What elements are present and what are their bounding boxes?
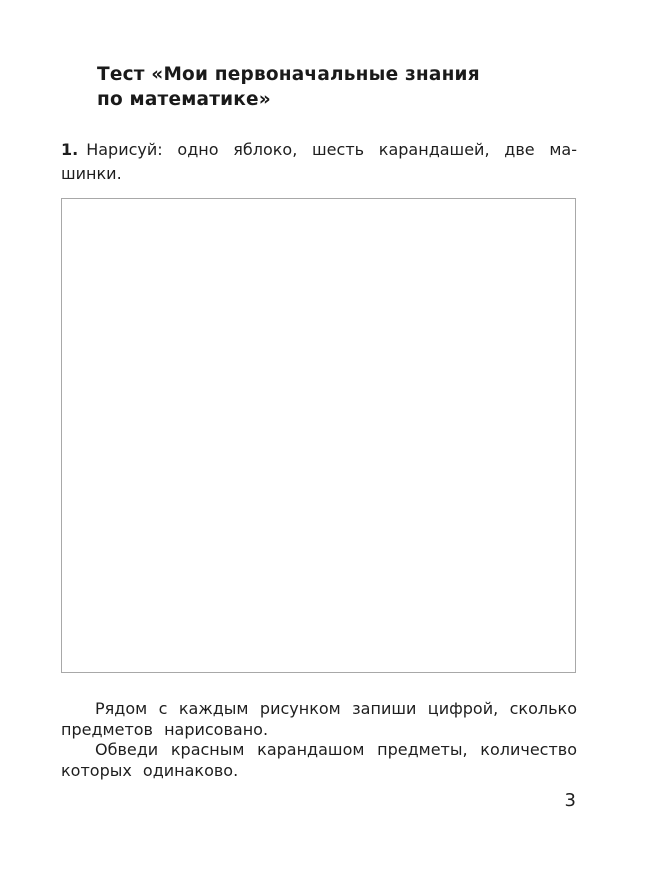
title-line-2: по математике» — [97, 89, 271, 110]
drawing-area[interactable] — [61, 198, 576, 673]
page-title — [97, 62, 517, 112]
title-line-1: Тест «Мои первоначальные знания — [97, 64, 480, 85]
instruction-2-line-2: которых одинаково. — [61, 761, 239, 780]
page-number: 3 — [564, 790, 576, 811]
instruction-2-line-1: Обведи красным карандашом предметы, количество — [95, 740, 577, 759]
task-number: 1. — [61, 140, 79, 159]
task-text-line-2: шинки. — [61, 164, 122, 183]
task-1-line-1 — [61, 138, 577, 162]
task-1 — [61, 138, 577, 186]
instruction-1-line-2: предметов нарисовано. — [61, 720, 269, 739]
task-text-line-1: Нарисуй: одно яблоко, шесть карандашей, две ма- — [86, 140, 577, 159]
instruction-1-line-1: Рядом с каждым рисунком запиши цифрой, сколько — [95, 699, 577, 718]
instruction-paragraph-1 — [61, 698, 577, 740]
instruction-paragraph-2 — [61, 739, 577, 781]
